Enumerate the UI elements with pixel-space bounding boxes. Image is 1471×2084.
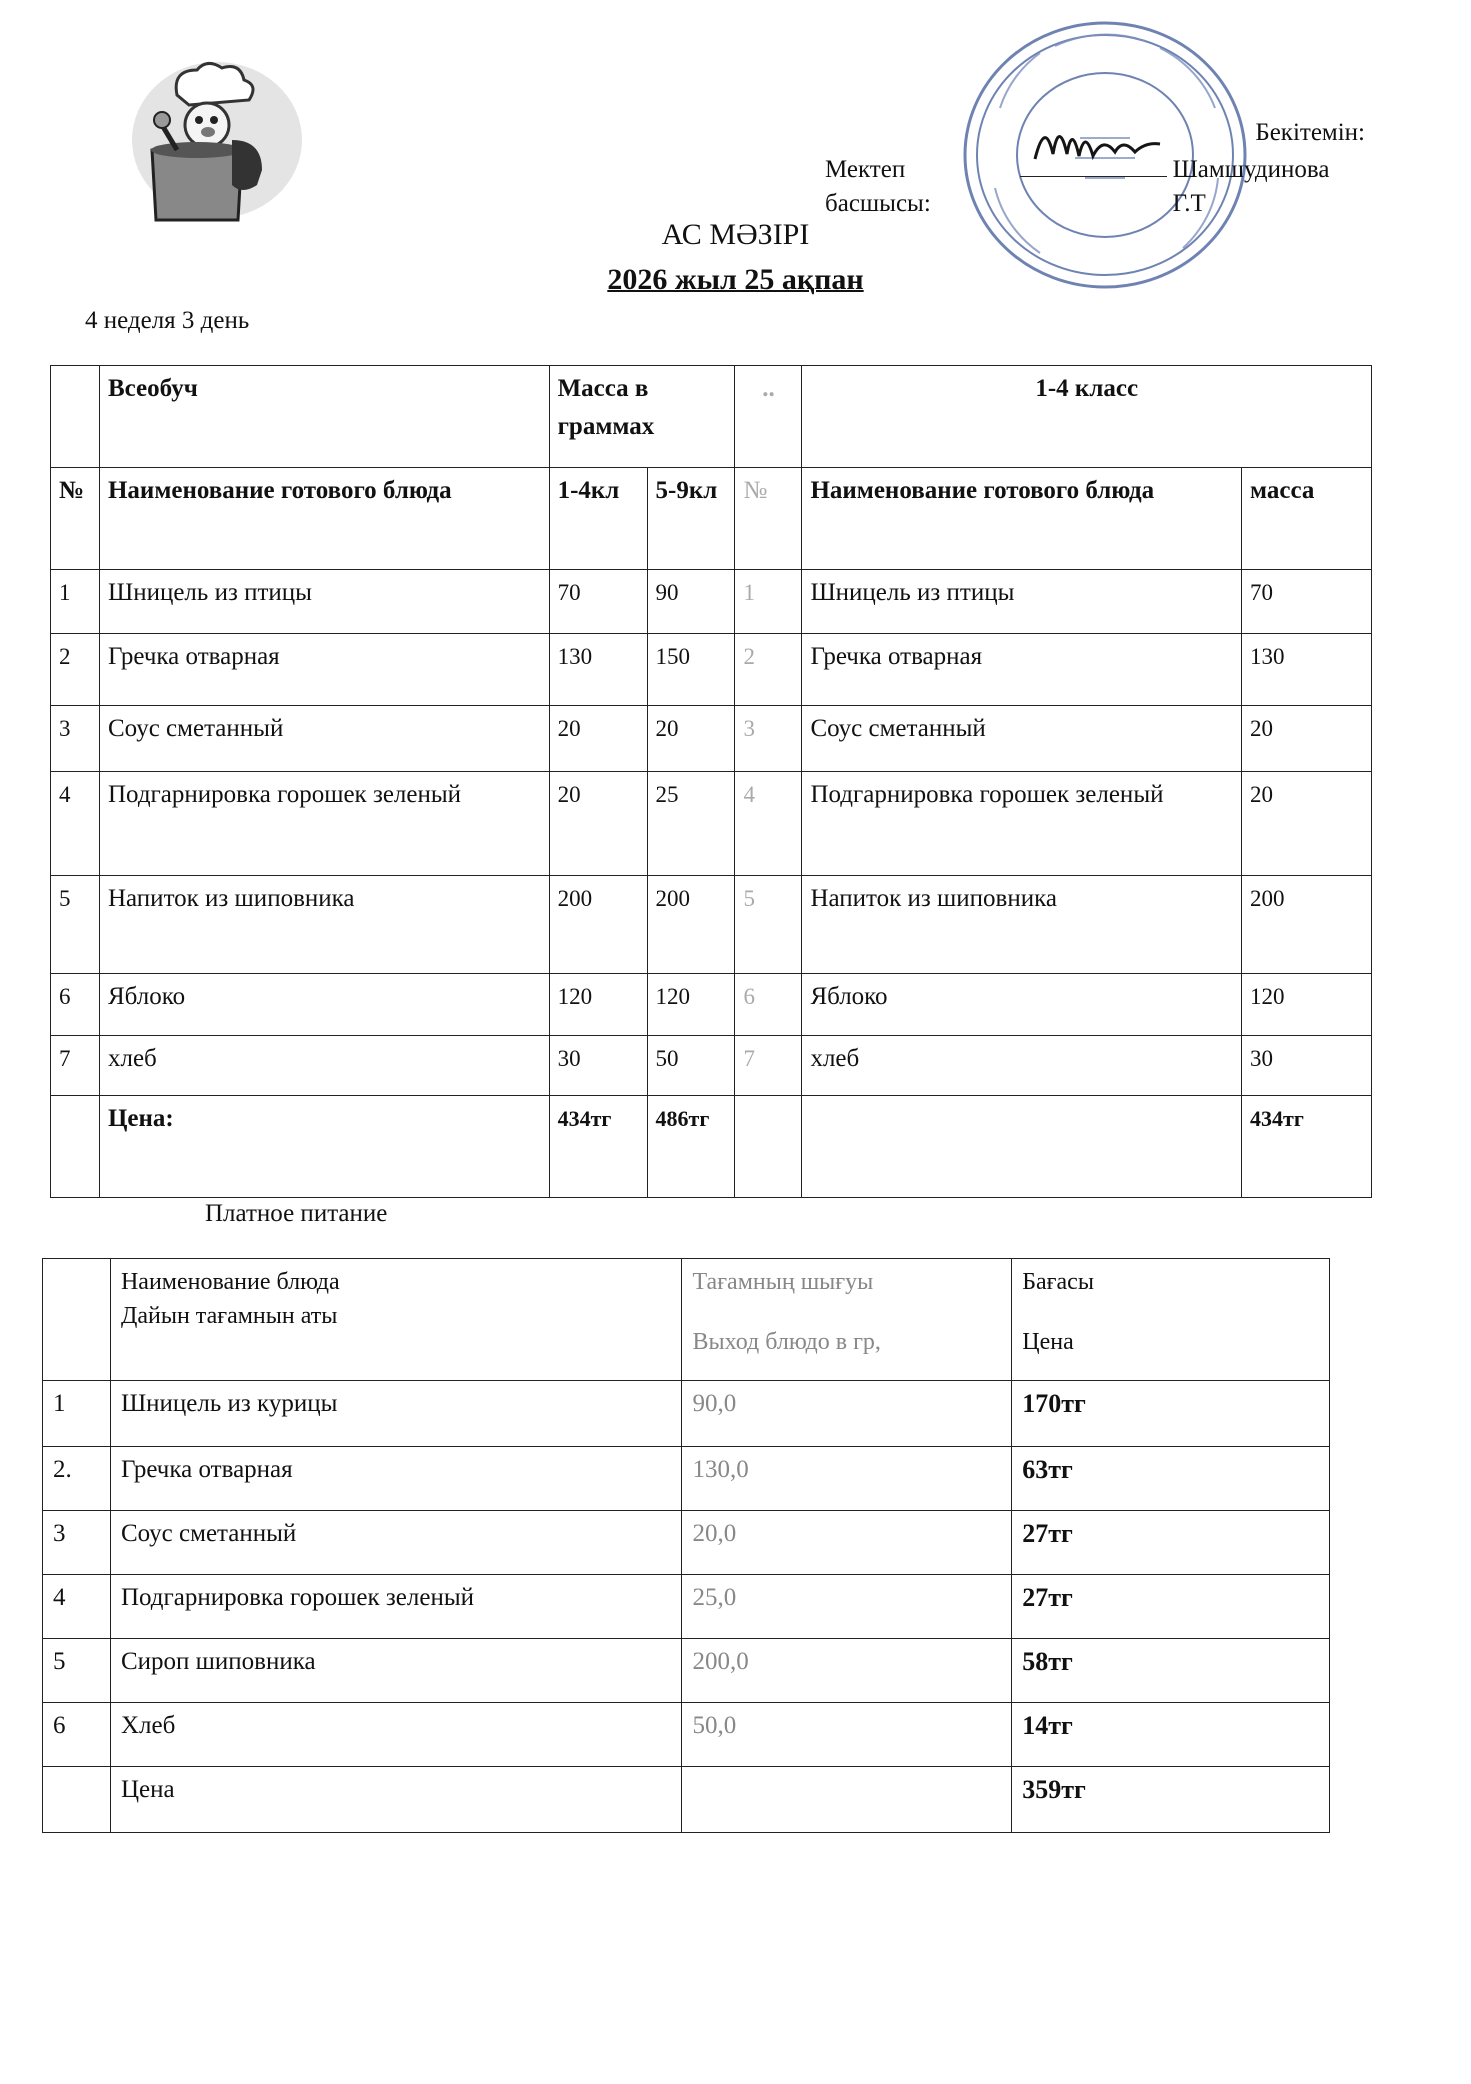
total-label: Цена (110, 1767, 682, 1833)
col-price: Бағасы Цена (1012, 1259, 1330, 1381)
table-row: 4 Подгарнировка горошек зеленый 20 25 4 Подгарнировка горошек зеленый 20 (51, 772, 1372, 876)
document-date: 2026 жыл 25 ақпан (607, 263, 864, 296)
table-row: 4 Подгарнировка горошек зеленый 25,0 27тг (43, 1575, 1330, 1639)
price-5-9: 486тг (647, 1096, 735, 1198)
group-marker: .. (735, 366, 802, 468)
table-row: 1 Шницель из птицы 70 90 1 Шницель из птицы 70 (51, 570, 1372, 634)
signature-line (1020, 150, 1167, 177)
group-1-4-class: 1-4 класс (802, 366, 1372, 468)
group-mass-grams: Масса в граммах (549, 366, 735, 468)
table-row: 6 Хлеб 50,0 14тг (43, 1703, 1330, 1767)
table-row: 2 Гречка отварная 130 150 2 Гречка отварная 130 (51, 634, 1372, 706)
col-no: № (51, 468, 100, 570)
group-vseobuch: Всеобуч (99, 366, 549, 468)
price-label: Цена: (99, 1096, 549, 1198)
table-row: 7 хлеб 30 50 7 хлеб 30 (51, 1036, 1372, 1096)
school-meal-table (50, 365, 1372, 1198)
col-mass-1-4: 1-4кл (549, 468, 647, 570)
table-row: 5 Напиток из шиповника 200 200 5 Напиток из шиповника 200 (51, 876, 1372, 974)
paid-meals-title: Платное питание (205, 1200, 388, 1227)
director-name: Шамшудинова Г.Т (1172, 156, 1330, 217)
col-no-right: № (735, 468, 802, 570)
director-signature (1030, 114, 1165, 174)
week-day-label: 4 неделя 3 день (85, 307, 250, 334)
col-mass-5-9: 5-9кл (647, 468, 735, 570)
col-mass: масса (1242, 468, 1372, 570)
table-row: 3 Соус сметанный 20 20 3 Соус сметанный 20 (51, 706, 1372, 772)
table-row: 3 Соус сметанный 20,0 27тг (43, 1511, 1330, 1575)
table-row: 6 Яблоко 120 120 6 Яблоко 120 (51, 974, 1372, 1036)
director-label: Мектеп басшысы: (825, 156, 931, 217)
col-output: Тағамның шығуы Выход блюдо в гр, (682, 1259, 1012, 1381)
table-row: 5 Сироп шиповника 200,0 58тг (43, 1639, 1330, 1703)
price-1-4: 434тг (549, 1096, 647, 1198)
price-right: 434тг (1242, 1096, 1372, 1198)
paid-meals-table (42, 1258, 1330, 1833)
col-dish-name-right: Наименование готового блюда (802, 468, 1242, 570)
table-row: 1 Шницель из курицы 90,0 170тг (43, 1381, 1330, 1447)
document-title: АС МӘЗІРІ (661, 218, 810, 251)
total-price: 359тг (1012, 1767, 1330, 1833)
total-row (43, 1767, 1330, 1833)
chef-logo-image (122, 60, 302, 230)
col-dish-name: Наименование блюда Дайын тағамнын аты (110, 1259, 682, 1381)
approve-label: Бекітемін: (1255, 119, 1365, 146)
col-dish-name: Наименование готового блюда (99, 468, 549, 570)
approval-block (825, 116, 1365, 221)
price-row (51, 1096, 1372, 1198)
table-row: 2. Гречка отварная 130,0 63тг (43, 1447, 1330, 1511)
